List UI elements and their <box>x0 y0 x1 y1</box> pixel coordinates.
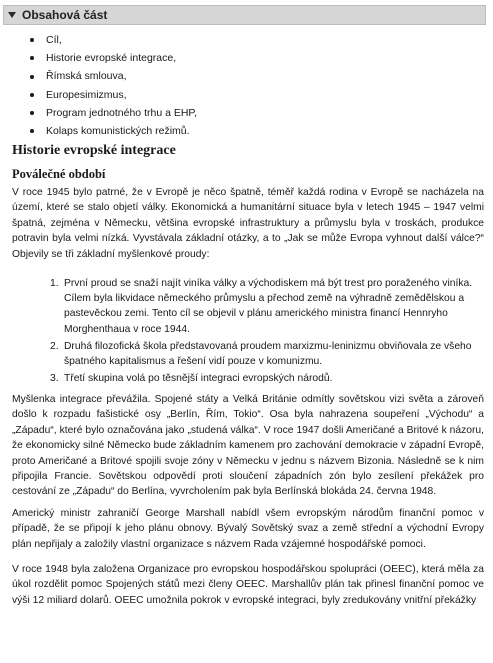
section-title: Obsahová část <box>22 8 108 22</box>
bullet-icon <box>30 56 34 60</box>
paragraph-1: V roce 1945 bylo patrné, že v Evropě je něco špatně, téměř každá rodina v Evropě se nacházela na území, které se stalo objetí války. Ekonomická a humanitární situace byla v letech 1945 – 1947 velmi špatná, zejména v Německu, většina evropské infrastruktury a průmyslu byla v troskách, produkce potravin byla velmi nízká. Vyvstávala základní otázky, a to „Jak se může Evropa vyhnout další válce?“ Objevily se tři základní myšlenkové proudy: <box>12 187 484 260</box>
numbered-item <box>50 371 482 386</box>
numbered-item <box>50 339 482 369</box>
numbered-list <box>50 276 482 388</box>
bullet-item: Historie evropské integrace, <box>30 49 197 67</box>
content-bullet-list <box>30 31 197 140</box>
collapse-arrow-icon[interactable] <box>8 12 16 18</box>
bullet-item: Cíl, <box>30 31 197 49</box>
section-header[interactable] <box>3 5 486 25</box>
heading-postwar: Poválečné období <box>12 167 106 181</box>
item-number: 2. <box>50 340 59 352</box>
bullet-item: Europesimizmus, <box>30 86 197 104</box>
paragraph-2: Myšlenka integrace převážila. Spojené státy a Velká Británie odmítly sovětskou vizi světa a zároveň došlo k rozpadu fašistické osy „Berlín, Řím, Tokio“. Osa byla nahrazena soupeření „Východu“ a „Západu“, které bylo označována jako „studená válka“. V roce 1947 došli Američané a Britové k názoru, že ekonomicky silné Německo bude základním kamenem pro zachování demokracie v západní Evropě, proto Američané a Britové spojili svoje zóny v Německu v jednu s názvem Bizonia. Následně se k nim připojila Francie. Sovětskou odpovědí proti sloučení západních zón bylo zesílení překážek pro cestování ze „Západu“ do Berlína, vyvrcholením pak byla Berlínská blokáda 24. června 1948. <box>12 394 484 498</box>
paragraph-4: V roce 1948 byla založena Organizace pro evropskou hospodářskou spolupráci (OEEC), která měla za úkol rozdělit pomoc Spojených států mezi členy OEEC. Marshallův plán tak přinesl finanční pomoc ve výši 12 miliard dolarů. OEEC umožnila pokrok v evropské integraci, byly zredukovány vnitřní překážky <box>12 564 484 606</box>
bullet-icon <box>30 129 34 133</box>
bullet-item: Kolaps komunistických režimů. <box>30 122 197 140</box>
numbered-item <box>50 276 482 337</box>
item-text: Druhá filozofická škola představovaná proudem marxizmu-leninizmu obviňovala ze všeho špatného kapitalismus a řešení vidí pouze v komunizmu. <box>64 340 472 368</box>
item-number: 3. <box>50 373 59 385</box>
bullet-icon <box>30 93 34 97</box>
bullet-icon <box>30 111 34 115</box>
bullet-item: Římská smlouva, <box>30 67 197 85</box>
bullet-item: Program jednotného trhu a EHP, <box>30 104 197 122</box>
item-number: 1. <box>50 278 59 289</box>
bullet-icon <box>30 75 34 79</box>
item-text: První proud se snaží najít viníka války a východiskem má být trest pro poraženého viníka. Cílem byla likvidace německého průmyslu a přechod země na výhradně zemědělskou a pastevěckou zemi. Tento cíl se objevil v plánu amerického ministra financí Hennryho Morghenthaua v roce 1944. <box>64 278 473 335</box>
heading-history: Historie evropské integrace <box>12 143 176 158</box>
paragraph-3: Americký ministr zahraničí George Marshall nabídl všem evropským národům finanční pomoc v případě, že se připojí k jeho plánu obnovy. Bývalý Sovětský svaz a země střední a východní Evropy plán nepřijaly a založily vlastní organizace s názvem Rada vzájemné hospodářské pomoci. <box>12 508 484 550</box>
item-text: Třetí skupina volá po těsnější integraci evropských národů. <box>64 373 333 385</box>
bullet-icon <box>30 38 34 42</box>
